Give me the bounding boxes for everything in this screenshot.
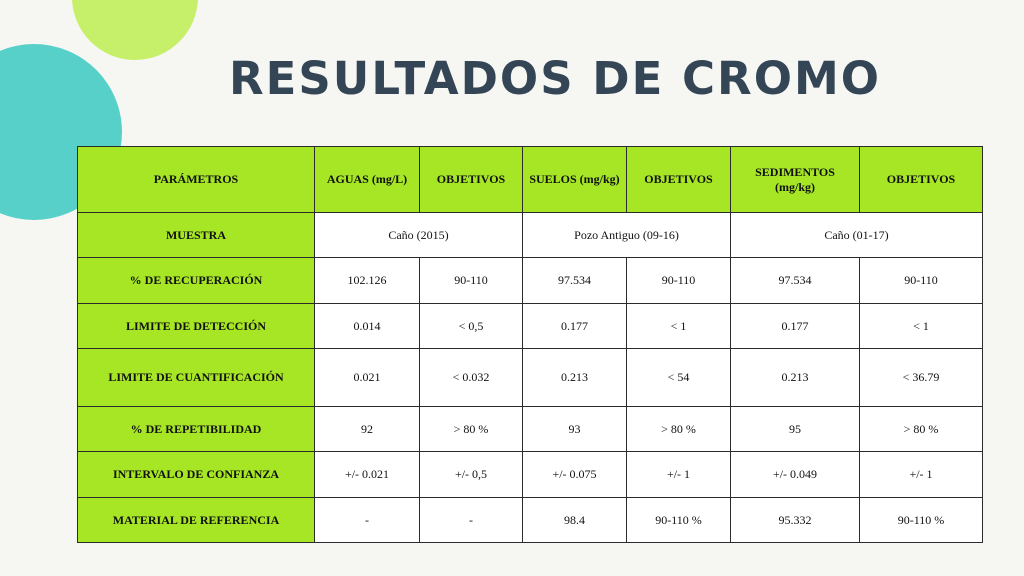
header-sedimentos: SEDIMENTOS (mg/kg) <box>731 147 860 213</box>
table-cell: < 54 <box>627 349 731 407</box>
row-param: % DE REPETIBILIDAD <box>78 407 315 452</box>
header-objetivos-suelos: OBJETIVOS <box>627 147 731 213</box>
table-cell: +/- 0.049 <box>731 452 860 498</box>
table-row <box>78 349 983 407</box>
table-cell: 0.177 <box>731 304 860 349</box>
table-cell: 0.213 <box>731 349 860 407</box>
table-row <box>78 407 983 452</box>
row-param: LIMITE DE CUANTIFICACIÓN <box>78 349 315 407</box>
table-cell: 0.021 <box>315 349 420 407</box>
table-cell: 90-110 % <box>627 498 731 543</box>
table-cell: > 80 % <box>420 407 523 452</box>
table-row <box>78 498 983 543</box>
table-cell: 95 <box>731 407 860 452</box>
row-param: % DE RECUPERACIÓN <box>78 258 315 304</box>
table-cell: +/- 0.021 <box>315 452 420 498</box>
table-cell: < 1 <box>860 304 983 349</box>
table-cell: - <box>315 498 420 543</box>
table-cell: - <box>420 498 523 543</box>
table-cell: < 1 <box>627 304 731 349</box>
muestra-sedimentos: Caño (01-17) <box>731 213 983 258</box>
table-cell: < 0.032 <box>420 349 523 407</box>
table-cell: 0.177 <box>523 304 627 349</box>
muestra-suelos: Pozo Antiguo (09-16) <box>523 213 731 258</box>
table-cell: > 80 % <box>860 407 983 452</box>
table-cell: 95.332 <box>731 498 860 543</box>
header-aguas: AGUAS (mg/L) <box>315 147 420 213</box>
row-param: LIMITE DE DETECCIÓN <box>78 304 315 349</box>
muestra-row <box>78 213 983 258</box>
row-param: MATERIAL DE REFERENCIA <box>78 498 315 543</box>
table-row <box>78 304 983 349</box>
table-row <box>78 258 983 304</box>
table-cell: 92 <box>315 407 420 452</box>
table-cell: +/- 0,5 <box>420 452 523 498</box>
header-row <box>78 147 983 213</box>
table-cell: 0.213 <box>523 349 627 407</box>
table-cell: 90-110 <box>420 258 523 304</box>
table-cell: > 80 % <box>627 407 731 452</box>
decorative-lime-circle <box>72 0 198 60</box>
page-title: RESULTADOS DE CROMO <box>228 52 881 105</box>
table-cell: 0.014 <box>315 304 420 349</box>
table-cell: 97.534 <box>731 258 860 304</box>
header-suelos: SUELOS (mg/kg) <box>523 147 627 213</box>
table-cell: +/- 1 <box>627 452 731 498</box>
table-cell: 93 <box>523 407 627 452</box>
table-cell: < 0,5 <box>420 304 523 349</box>
muestra-label: MUESTRA <box>78 213 315 258</box>
header-parametros: PARÁMETROS <box>78 147 315 213</box>
table-cell: < 36.79 <box>860 349 983 407</box>
table-cell: 90-110 <box>627 258 731 304</box>
table-cell: 98.4 <box>523 498 627 543</box>
muestra-aguas: Caño (2015) <box>315 213 523 258</box>
row-param: INTERVALO DE CONFIANZA <box>78 452 315 498</box>
table-cell: +/- 0.075 <box>523 452 627 498</box>
results-table <box>77 146 983 543</box>
header-objetivos-sedimentos: OBJETIVOS <box>860 147 983 213</box>
table-cell: +/- 1 <box>860 452 983 498</box>
table-cell: 90-110 % <box>860 498 983 543</box>
table-cell: 97.534 <box>523 258 627 304</box>
table-row <box>78 452 983 498</box>
table-cell: 102.126 <box>315 258 420 304</box>
header-objetivos-aguas: OBJETIVOS <box>420 147 523 213</box>
table-cell: 90-110 <box>860 258 983 304</box>
